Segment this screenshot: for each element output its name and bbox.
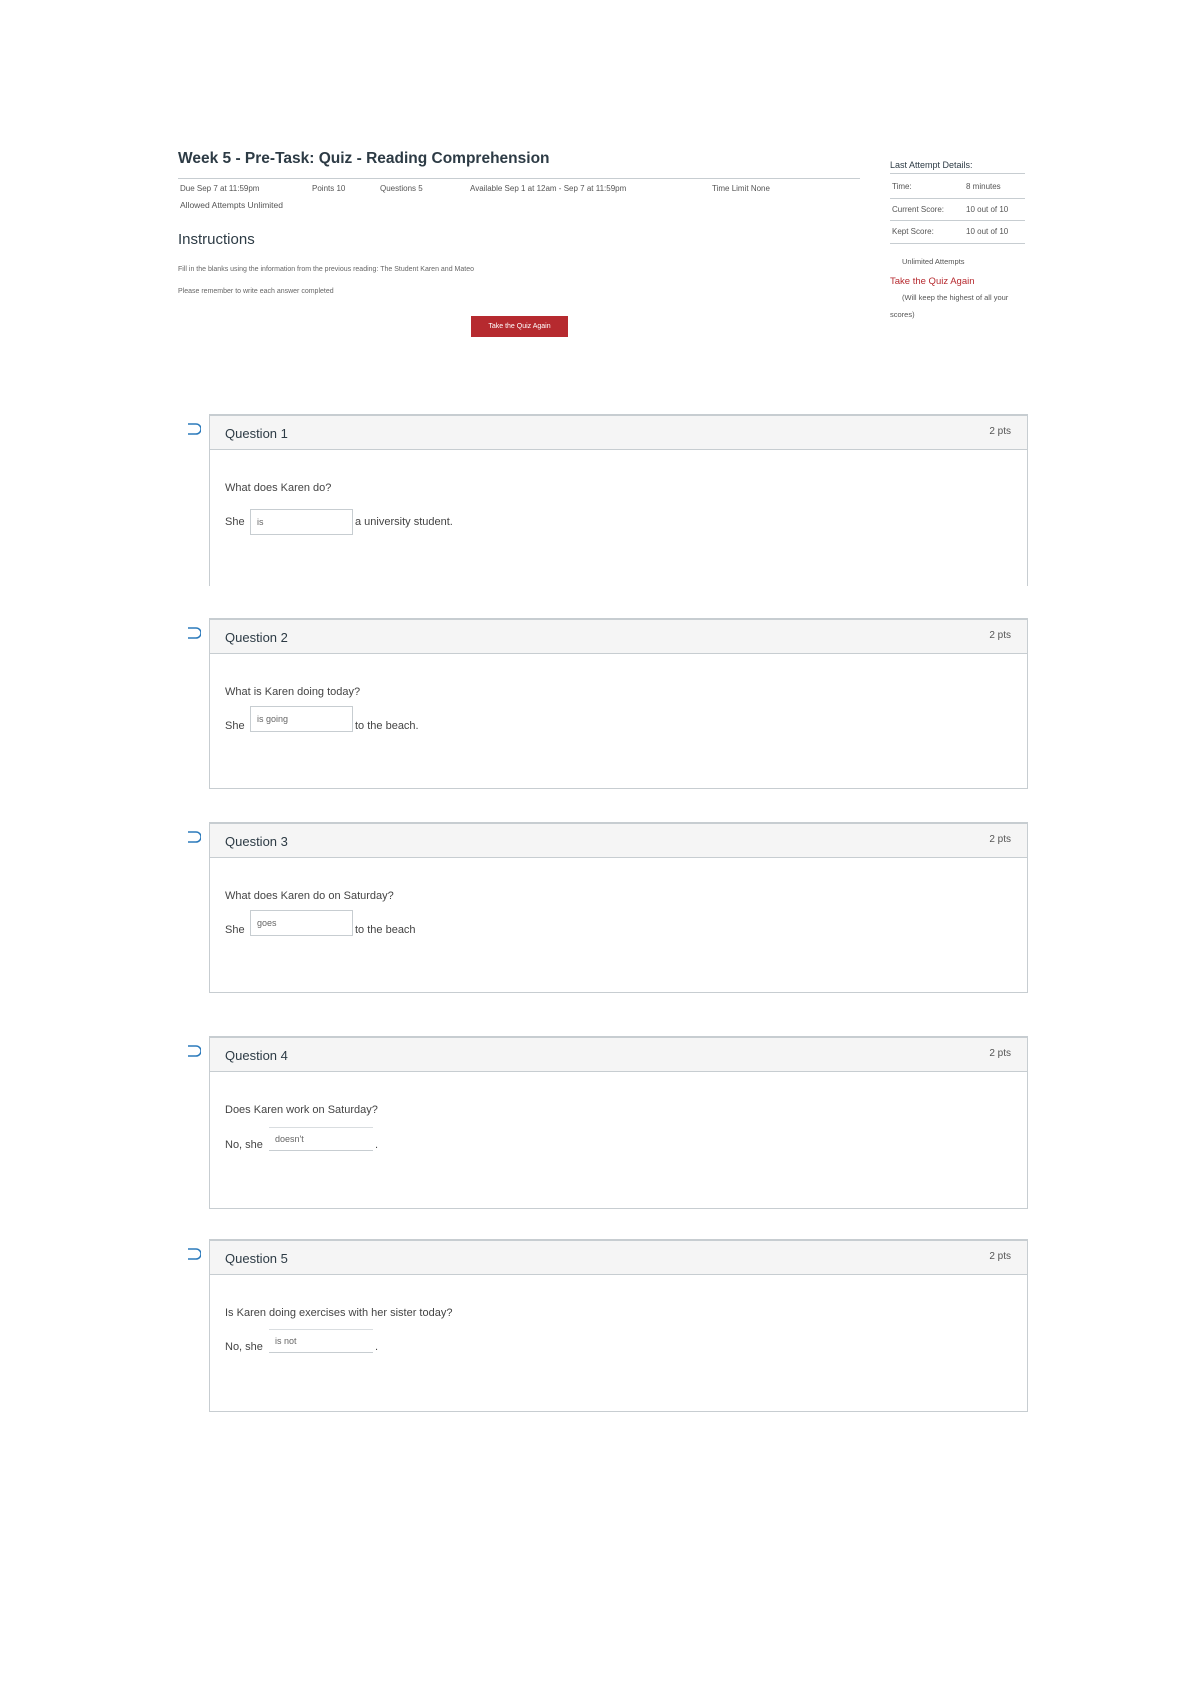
sidebar-divider [890, 243, 1025, 244]
answer-row [225, 924, 416, 936]
question-header [210, 1038, 1027, 1072]
question-name: Question 3 [225, 834, 288, 849]
page-title: Week 5 - Pre-Task: Quiz - Reading Comprehension [178, 150, 550, 167]
instructions-heading: Instructions [178, 231, 255, 248]
question-card [209, 1036, 1028, 1209]
flag-question-icon[interactable] [187, 627, 201, 639]
question-name: Question 4 [225, 1048, 288, 1063]
answer-suffix: . [375, 1139, 379, 1151]
question-card [209, 618, 1028, 789]
current-score-label: Current Score: [892, 205, 945, 214]
question-header [210, 1241, 1027, 1275]
question-name: Question 1 [225, 426, 288, 441]
availability: Available Sep 1 at 12am - Sep 7 at 11:59pm [470, 184, 627, 193]
answer-row [225, 1341, 379, 1353]
answer-suffix: . [375, 1341, 379, 1353]
answer-suffix: a university student. [355, 516, 453, 528]
last-attempt-title: Last Attempt Details: [890, 160, 973, 170]
sidebar-divider [890, 198, 1025, 199]
due-date: Due Sep 7 at 11:59pm [180, 184, 260, 193]
points: Points 10 [312, 184, 346, 193]
question-count: Questions 5 [380, 184, 423, 193]
answer-input[interactable] [269, 1127, 373, 1151]
take-quiz-again-button[interactable]: Take the Quiz Again [471, 316, 568, 337]
instructions-line-2: Please remember to write each answer completed [178, 288, 334, 295]
answer-prefix: She [225, 924, 245, 936]
question-name: Question 2 [225, 630, 288, 645]
question-card [209, 822, 1028, 993]
question-header [210, 620, 1027, 654]
kept-score-label: Kept Score: [892, 227, 934, 236]
question-text: What is Karen doing today? [225, 686, 361, 698]
take-quiz-again-link[interactable]: Take the Quiz Again [890, 276, 975, 287]
question-text: Does Karen work on Saturday? [225, 1104, 378, 1116]
title-divider [178, 178, 860, 179]
sidebar-divider [890, 220, 1025, 221]
question-header [210, 416, 1027, 450]
question-points: 2 pts [989, 1048, 1011, 1059]
flag-question-icon[interactable] [187, 831, 201, 843]
answer-prefix: No, she [225, 1139, 263, 1151]
unlimited-attempts: Unlimited Attempts [902, 257, 965, 266]
current-score-value: 10 out of 10 [966, 205, 1009, 214]
answer-input[interactable] [250, 509, 353, 535]
flag-question-icon[interactable] [187, 1045, 201, 1057]
answer-suffix: to the beach. [355, 720, 419, 732]
flag-question-icon[interactable] [187, 1248, 201, 1260]
keep-highest-note: (Will keep the highest of all your [902, 293, 1009, 302]
instructions-line-1: Fill in the blanks using the information from the previous reading: The Student Karen and Mateo [178, 266, 474, 273]
answer-prefix: No, she [225, 1341, 263, 1353]
answer-prefix: She [225, 516, 245, 528]
question-card [209, 1239, 1028, 1412]
answer-prefix: She [225, 720, 245, 732]
question-card [209, 414, 1028, 586]
time-label: Time: [892, 182, 912, 191]
question-text: What does Karen do on Saturday? [225, 890, 394, 902]
answer-row [225, 516, 453, 528]
keep-highest-note-cont: scores) [890, 310, 915, 319]
allowed-attempts: Allowed Attempts Unlimited [180, 200, 283, 210]
time-limit: Time Limit None [712, 184, 770, 193]
sidebar-divider [890, 173, 1025, 174]
question-name: Question 5 [225, 1251, 288, 1266]
answer-row [225, 1139, 379, 1151]
question-text: Is Karen doing exercises with her sister today? [225, 1307, 453, 1319]
question-points: 2 pts [989, 834, 1011, 845]
answer-row [225, 720, 419, 732]
kept-score-value: 10 out of 10 [966, 227, 1009, 236]
question-points: 2 pts [989, 426, 1011, 437]
question-points: 2 pts [989, 630, 1011, 641]
flag-question-icon[interactable] [187, 423, 201, 435]
answer-input[interactable] [250, 706, 353, 732]
question-header [210, 824, 1027, 858]
answer-input[interactable] [250, 910, 353, 936]
answer-suffix: to the beach [355, 924, 416, 936]
time-value: 8 minutes [966, 182, 1001, 191]
answer-input[interactable] [269, 1329, 373, 1353]
question-text: What does Karen do? [225, 482, 332, 494]
question-points: 2 pts [989, 1251, 1011, 1262]
